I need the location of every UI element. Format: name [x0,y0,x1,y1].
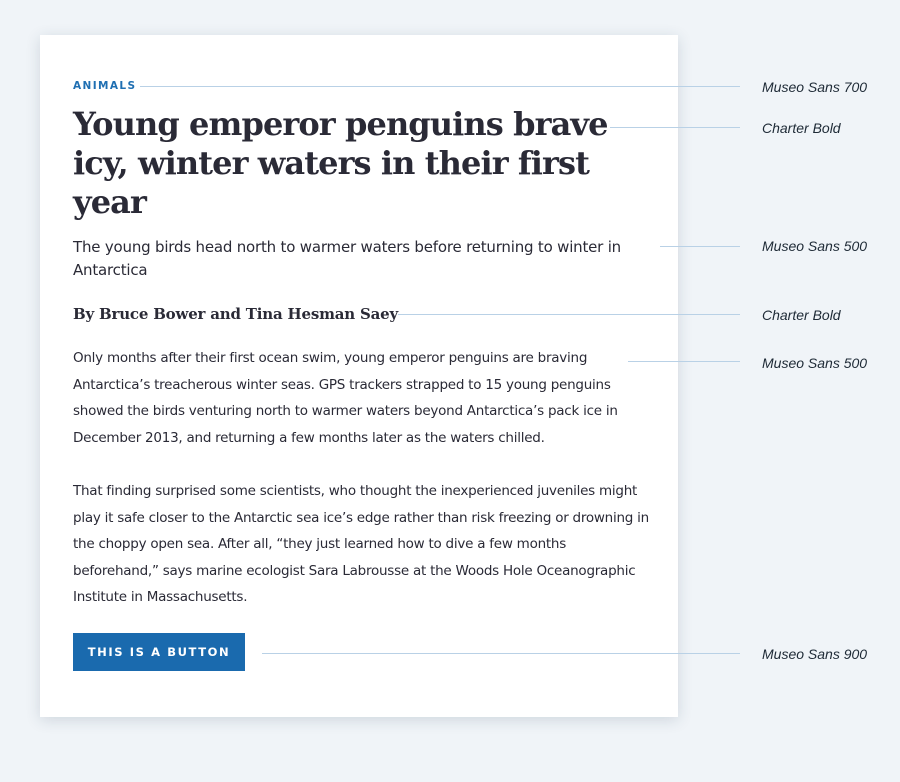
deck-font-annotation: Museo Sans 500 [762,238,868,254]
article-byline: By Bruce Bower and Tina Hesman Saey [73,305,398,323]
kicker-guide-line [140,86,740,87]
kicker-font-annotation: Museo Sans 700 [762,79,868,95]
byline-font-annotation: Charter Bold [762,307,841,323]
deck-guide-line [660,246,740,247]
category-kicker[interactable]: ANIMALS [73,80,137,92]
button-guide-line [262,653,740,654]
primary-button[interactable]: THIS IS A BUTTON [73,633,245,671]
article-deck: The young birds head north to warmer waters before returning to winter in Antarctica [73,238,621,279]
body-font-annotation: Museo Sans 500 [762,355,868,371]
button-font-annotation: Museo Sans 900 [762,646,868,662]
headline-guide-line [610,127,740,128]
body-paragraph: Only months after their first ocean swim, young emperor penguins are braving Antarctica’s treacherous winter seas. GPS trackers strapped to 15 young penguins showed the birds venturing north to warmer waters beyond Antarctica’s pack ice in December 2013, and returning a few months later as the waters chilled. [73,350,618,446]
article-headline: Young emperor penguins brave icy, winter waters in their first year [73,105,608,221]
body-guide-line [628,361,740,362]
byline-guide-line [398,314,740,315]
body-paragraph: That finding surprised some scientists, who thought the inexperienced juveniles might play it safe closer to the Antarctic sea ice’s edge rather than risk freezing or drowning in the choppy open sea. After all, “they just learned how to dive a few months beforehand,” says marine ecologist Sara Labrousse at the Woods Hole Oceanographic Institute in Massachusetts. [73,483,649,605]
headline-font-annotation: Charter Bold [762,120,841,136]
